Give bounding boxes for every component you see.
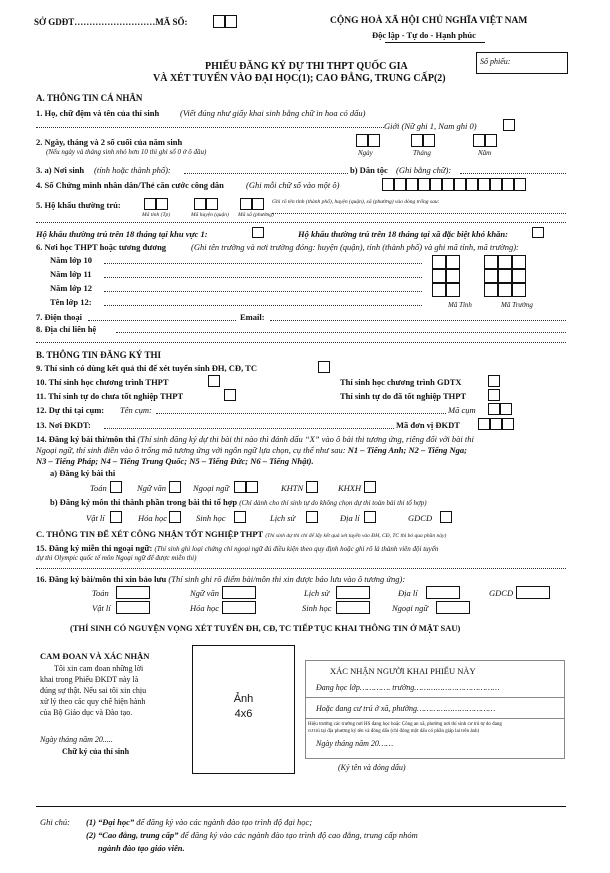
bl-hoa-hoc-box[interactable] bbox=[222, 601, 256, 614]
vat-li-box[interactable] bbox=[110, 511, 122, 523]
school-code-box[interactable] bbox=[484, 269, 498, 283]
section-c-row bbox=[36, 529, 446, 539]
cmnd-digit-box[interactable] bbox=[382, 178, 394, 191]
q14-n1: N1 – Tiếng Anh; bbox=[347, 445, 407, 455]
motto-underline bbox=[385, 42, 485, 43]
khxh-box[interactable] bbox=[364, 481, 376, 493]
section-b-title: B. THÔNG TIN ĐĂNG KÝ THI bbox=[36, 350, 162, 360]
vat-li-label: Vật lí bbox=[86, 513, 105, 523]
q13-line[interactable] bbox=[104, 428, 394, 429]
sinh-hoc-label: Sinh học bbox=[196, 513, 226, 523]
gender-box[interactable] bbox=[503, 119, 515, 131]
cmnd-digit-box[interactable] bbox=[466, 178, 478, 191]
q3b-hint: (Ghi bằng chữ): bbox=[396, 165, 452, 175]
ma-cum-box-2[interactable] bbox=[500, 403, 512, 415]
bl-vat-li-label: Vật lí bbox=[92, 603, 111, 613]
q6-label: 6. Nơi học THPT hoặc tương đương bbox=[36, 242, 167, 252]
q10b-box[interactable] bbox=[488, 375, 500, 387]
bl-gdcd-box[interactable] bbox=[516, 586, 550, 599]
bl-ngu-van-box[interactable] bbox=[222, 586, 256, 599]
q14-hint-1: (Thí sinh đăng ký dự thi bài thi nào thì đánh dấu “X” vào ô bài thi tương ứng, riêng đối với bài thi bbox=[137, 434, 474, 444]
toan-box[interactable] bbox=[110, 481, 122, 493]
so-gddt-label: SỞ GDĐT………………………MÃ SỐ: bbox=[34, 17, 188, 27]
q14-row-2 bbox=[36, 445, 467, 455]
q15-hint-1: (Thí sinh ghi loại chứng chỉ ngoại ngữ đủ điều kiện theo quy định hoặc ghi rõ là thành viên đội tuyển bbox=[154, 545, 439, 553]
hoa-hoc-label: Hóa học bbox=[138, 513, 168, 523]
month-box-1[interactable] bbox=[411, 134, 423, 147]
confirm-sign: (Ký tên và đóng dấu) bbox=[338, 763, 406, 772]
q8-label: 8. Địa chỉ liên hệ bbox=[36, 324, 97, 334]
school-code-box[interactable] bbox=[512, 255, 526, 269]
ma-so-box-1[interactable] bbox=[213, 15, 225, 28]
so-phieu-box[interactable] bbox=[476, 52, 568, 74]
footer-note-2-text: để đăng ký vào các ngành đào tạo trình độ cao đẳng, trung cấp nhóm bbox=[180, 830, 418, 840]
q3-line[interactable] bbox=[184, 173, 348, 174]
q3b-line[interactable] bbox=[460, 173, 566, 174]
form-title-1: PHIẾU ĐĂNG KÝ DỰ THI THPT QUỐC GIA bbox=[205, 61, 408, 72]
school-province-code-box[interactable] bbox=[446, 269, 460, 283]
ma-don-vi-box-3[interactable] bbox=[502, 418, 514, 430]
ma-huyen-box-1[interactable] bbox=[194, 198, 206, 210]
commitment-date: Ngày tháng năm 20..... bbox=[40, 735, 113, 744]
q16-hint: (Thí sinh ghi rõ điểm bài/môn thi xin được bảo lưu vào ô tương ứng): bbox=[168, 574, 406, 584]
bl-toan-label: Toán bbox=[92, 588, 109, 598]
ma-xa-box-2[interactable] bbox=[252, 198, 264, 210]
sinh-hoc-box[interactable] bbox=[234, 511, 246, 523]
cmnd-digit-box[interactable] bbox=[394, 178, 406, 191]
q14a-label: a) Đăng ký bài thi bbox=[50, 468, 116, 478]
school-province-code-box[interactable] bbox=[432, 283, 446, 297]
confirm-divider-1 bbox=[305, 697, 565, 698]
cmnd-digit-box[interactable] bbox=[430, 178, 442, 191]
ngu-van-label: Ngữ văn bbox=[137, 483, 166, 493]
q7-label: 7. Điện thoại bbox=[36, 312, 83, 322]
bl-sinh-hoc-box[interactable] bbox=[336, 601, 370, 614]
q14-n2: N2 – Tiếng Nga; bbox=[408, 445, 467, 455]
bl-lich-su-label: Lịch sử bbox=[304, 588, 330, 598]
school-code-box[interactable] bbox=[498, 255, 512, 269]
school-code-box[interactable] bbox=[512, 269, 526, 283]
lop10-line[interactable] bbox=[104, 263, 422, 264]
school-province-code-box[interactable] bbox=[446, 283, 460, 297]
q16-row bbox=[36, 574, 405, 584]
lich-su-label: Lịch sử bbox=[270, 513, 296, 523]
section-a-title: A. THÔNG TIN CÁ NHÂN bbox=[36, 93, 143, 103]
q10-label: 10. Thí sinh học chương trình THPT bbox=[36, 377, 169, 387]
email-label: Email: bbox=[240, 312, 265, 322]
q3b-label: b) Dân tộc bbox=[350, 165, 388, 175]
confirm-note-2: cư trú tại địa phương ký tên và đóng dấu (chỉ đóng một dấu có phần giáp lai trên ảnh) bbox=[308, 729, 480, 734]
school-code-box[interactable] bbox=[484, 283, 498, 297]
q1-hint: (Viết đúng như giấy khai sinh bằng chữ in hoa có dấu) bbox=[180, 108, 366, 118]
gdcd-box[interactable] bbox=[440, 511, 452, 523]
thang-label: Tháng bbox=[413, 149, 431, 157]
commitment-line-2: khai trong Phiếu ĐKDT này là bbox=[40, 675, 139, 684]
footer-divider bbox=[36, 806, 566, 807]
gender-label: Giới (Nữ ghi 1, Nam ghi 0) bbox=[384, 121, 477, 131]
footer-note-2 bbox=[86, 830, 418, 840]
confirm-line-1: Đang học lớp…………. trường……………………………… bbox=[316, 683, 500, 692]
ma-so-box-2[interactable] bbox=[225, 15, 237, 28]
q14-label: 14. Đăng ký bài thi/môn thi bbox=[36, 434, 136, 444]
ma-tinh-box-1[interactable] bbox=[144, 198, 156, 210]
toan-label: Toán bbox=[90, 483, 107, 493]
lop11-line[interactable] bbox=[104, 277, 422, 278]
q14b-label: b) Đăng ký môn thi thành phần trong bài thi tổ hợp bbox=[50, 497, 238, 507]
bl-gdcd-label: GDCD bbox=[489, 588, 514, 598]
continue-note: (THÍ SINH CÓ NGUYỆN VỌNG XÉT TUYỂN ĐH, CĐ, TC TIẾP TỤC KHAI THÔNG TIN Ở MẶT SAU) bbox=[70, 623, 461, 633]
ma-tinh-tp-label: Mã tỉnh (Tp) bbox=[142, 212, 171, 218]
q10b-label: Thí sinh học chương trình GDTX bbox=[340, 377, 462, 387]
commitment-line-4: xử lý theo các quy chế hiện hành bbox=[40, 697, 146, 706]
confirm-date: Ngày tháng năm 20…… bbox=[316, 739, 394, 748]
q3-hint: (tỉnh hoặc thành phố): bbox=[94, 165, 171, 175]
month-box-2[interactable] bbox=[423, 134, 435, 147]
q9-box[interactable] bbox=[318, 361, 330, 373]
q11b-label: Thí sinh tự do đã tốt nghiệp THPT bbox=[340, 391, 467, 401]
footer-note-1 bbox=[86, 817, 312, 827]
school-code-box[interactable] bbox=[484, 255, 498, 269]
commitment-line-1: Tôi xin cam đoan những lời bbox=[54, 664, 144, 673]
school-code-box[interactable] bbox=[498, 283, 512, 297]
q4-label: 4. Số Chứng minh nhân dân/Thẻ căn cước công dân bbox=[36, 180, 224, 190]
q1-line[interactable] bbox=[36, 127, 384, 128]
q11-box[interactable] bbox=[224, 389, 236, 401]
ngu-van-box[interactable] bbox=[169, 481, 181, 493]
ma-tinh-box-2[interactable] bbox=[156, 198, 168, 210]
q12-hint: Tên cụm: bbox=[120, 405, 152, 415]
q5-label: 5. Hộ khẩu thường trú: bbox=[36, 200, 121, 210]
dia-li-box[interactable] bbox=[364, 511, 376, 523]
khxh-label: KHXH bbox=[338, 483, 362, 493]
footer-note-1-text: để đăng ký vào các ngành đào tạo trình độ đại học; bbox=[136, 817, 313, 827]
ngoai-ngu-label: Ngoại ngữ bbox=[193, 483, 230, 493]
school-code-box[interactable] bbox=[512, 283, 526, 297]
dbkk-box[interactable] bbox=[532, 227, 544, 238]
lop12-line[interactable] bbox=[104, 291, 422, 292]
q6-hint: (Ghi tên trường và nơi trường đóng: huyện (quận), tỉnh (thành phố) và ghi mã tỉnh, mã trường): bbox=[191, 242, 519, 252]
kv1-label: Hộ khẩu thường trú trên 18 tháng tại khu vực 1: bbox=[36, 229, 208, 239]
q2-hint: (Nếu ngày và tháng sinh nhỏ hơn 10 thì ghi số 0 ở ô đầu) bbox=[46, 148, 207, 156]
cmnd-digit-box[interactable] bbox=[418, 178, 430, 191]
lop10-label: Năm lớp 10 bbox=[50, 255, 93, 265]
school-province-code-box[interactable] bbox=[432, 269, 446, 283]
commitment-line-3: đúng sự thật. Nếu sai tôi xin chịu bbox=[40, 686, 147, 695]
phone-line[interactable] bbox=[88, 320, 236, 321]
day-box-1[interactable] bbox=[356, 134, 368, 147]
q15-label: 15. Đăng ký miễn thi ngoại ngữ: bbox=[36, 543, 153, 553]
lich-su-box[interactable] bbox=[306, 511, 318, 523]
section-c-title: C. THÔNG TIN ĐỂ XÉT CÔNG NHẬN TỐT NGHIỆP THPT bbox=[36, 529, 264, 539]
q9-label: 9. Thí sinh có dùng kết quả thi để xét tuyển sinh ĐH, CĐ, TC bbox=[36, 363, 257, 373]
ghichu-label: Ghi chú: bbox=[40, 817, 70, 827]
footer-note-2-cont: ngành đào tạo giáo viên. bbox=[98, 843, 185, 853]
q12-label: 12. Dự thi tại cụm: bbox=[36, 405, 105, 415]
cmnd-digit-box[interactable] bbox=[502, 178, 514, 191]
q14-row-1 bbox=[36, 434, 474, 444]
bl-ngoai-ngu-label: Ngoại ngữ bbox=[392, 603, 429, 613]
q10-box[interactable] bbox=[208, 375, 220, 387]
bl-ngoai-ngu-box[interactable] bbox=[436, 601, 470, 614]
cmnd-digit-box[interactable] bbox=[514, 178, 526, 191]
ma-cum-label: Mã cụm bbox=[448, 405, 476, 415]
ma-don-vi-label: Mã đơn vị ĐKDT bbox=[396, 420, 460, 430]
q14-line-3: N3 – Tiếng Pháp; N4 – Tiếng Trung Quốc; N5 – Tiếng Đức; N6 – Tiếng Nhật). bbox=[36, 456, 314, 466]
photo-box[interactable] bbox=[192, 645, 295, 774]
ngoai-ngu-box-1[interactable] bbox=[234, 481, 246, 493]
ma-don-vi-box-1[interactable] bbox=[478, 418, 490, 430]
cmnd-digit-box[interactable] bbox=[406, 178, 418, 191]
bl-lich-su-box[interactable] bbox=[336, 586, 370, 599]
bl-vat-li-box[interactable] bbox=[116, 601, 150, 614]
q11-label: 11. Thí sinh tự do chưa tốt nghiệp THPT bbox=[36, 391, 184, 401]
q15-line[interactable] bbox=[36, 568, 566, 569]
q3-label: 3. a) Nơi sinh bbox=[36, 165, 85, 175]
bl-dia-li-label: Địa lí bbox=[398, 588, 418, 598]
q16-label: 16. Đăng ký bài/môn thi xin bảo lưu bbox=[36, 574, 167, 584]
ma-tinh-label: Mã Tỉnh bbox=[448, 301, 472, 309]
photo-label-1: Ảnh bbox=[233, 693, 254, 705]
address-line-2[interactable] bbox=[36, 342, 566, 343]
bl-dia-li-box[interactable] bbox=[426, 586, 460, 599]
motto: Độc lập - Tự do - Hạnh phúc bbox=[372, 30, 476, 40]
ngoai-ngu-box-2[interactable] bbox=[246, 481, 258, 493]
school-province-code-box[interactable] bbox=[446, 255, 460, 269]
bl-hoa-hoc-label: Hóa học bbox=[190, 603, 220, 613]
commitment-line-5: của Bộ Giáo dục và Đào tạo. bbox=[40, 708, 133, 717]
lop11-label: Năm lớp 11 bbox=[50, 269, 92, 279]
tenlop12-label: Tên lớp 12: bbox=[50, 297, 92, 307]
cmnd-digit-box[interactable] bbox=[442, 178, 454, 191]
school-province-code-box[interactable] bbox=[432, 255, 446, 269]
hoa-hoc-box[interactable] bbox=[169, 511, 181, 523]
confirm-title: XÁC NHẬN NGƯỜI KHAI PHIẾU NÀY bbox=[330, 666, 476, 676]
q15-hint-2: dự thi Olympic quốc tế môn Ngoại ngữ để được miễn thi) bbox=[36, 554, 197, 562]
cmnd-digit-box[interactable] bbox=[490, 178, 502, 191]
bl-toan-box[interactable] bbox=[116, 586, 150, 599]
q12-line[interactable] bbox=[156, 413, 446, 414]
signature-label: Chữ ký của thí sinh bbox=[62, 747, 130, 756]
ma-cum-box-1[interactable] bbox=[488, 403, 500, 415]
footer-note-2-term: (2) “Cao đẳng, trung cấp” bbox=[86, 830, 179, 840]
so-phieu-label: Số phiếu: bbox=[480, 57, 511, 66]
gdcd-label: GDCD bbox=[408, 513, 433, 523]
section-c-hint: (Thí sinh dự thi chỉ để lấy kết quả xét tuyển vào ĐH, CĐ, TC thì bỏ qua phần này) bbox=[265, 533, 447, 539]
q14-hint-2: Ngoại ngữ, thí sinh điền vào ô trống mã tương ứng với ngôn ngữ lựa chọn, cụ thể như sau: bbox=[36, 445, 346, 455]
republic-title: CỘNG HOÀ XÃ HỘI CHỦ NGHĨA VIỆT NAM bbox=[330, 16, 528, 26]
q15-row bbox=[36, 543, 438, 553]
q13-label: 13. Nơi ĐKDT: bbox=[36, 420, 91, 430]
nam-label: Năm bbox=[478, 149, 492, 157]
q2-label: 2. Ngày, tháng và 2 số cuối của năm sinh bbox=[36, 137, 183, 147]
tenlop12-line[interactable] bbox=[104, 305, 422, 306]
day-box-2[interactable] bbox=[368, 134, 380, 147]
dia-li-label: Địa lí bbox=[340, 513, 360, 523]
cmnd-digit-box[interactable] bbox=[478, 178, 490, 191]
ma-xa-box-1[interactable] bbox=[240, 198, 252, 210]
footer-note-1-term: (1) “Đại học” bbox=[86, 817, 135, 827]
form-title-2: VÀ XÉT TUYỂN VÀO ĐẠI HỌC(1); CAO ĐẲNG, TRUNG CẤP(2) bbox=[153, 73, 446, 84]
q5-line-1[interactable] bbox=[272, 213, 566, 214]
school-code-box[interactable] bbox=[498, 269, 512, 283]
confirm-note-1: Hiệu trưởng các trường nơi HS đang học hoặc Công an xã, phường nơi thí sinh cư trú tự do đang bbox=[308, 722, 502, 727]
confirm-divider-2 bbox=[305, 718, 565, 719]
cmnd-digit-box[interactable] bbox=[454, 178, 466, 191]
q14b-hint: (Chỉ dành cho thí sinh tự do không chọn dự thi toàn bài thi tổ hợp) bbox=[239, 499, 427, 507]
commitment-title: CAM ĐOAN VÀ XÁC NHẬN bbox=[40, 651, 150, 661]
lop12-label: Năm lớp 12 bbox=[50, 283, 93, 293]
ma-huyen-label: Mã huyện (quận) bbox=[191, 212, 229, 218]
q5-line-2[interactable] bbox=[36, 222, 566, 223]
bl-sinh-hoc-label: Sinh học bbox=[302, 603, 332, 613]
ma-don-vi-box-2[interactable] bbox=[490, 418, 502, 430]
ma-xa-label: Mã xã (phường) bbox=[238, 212, 274, 218]
q11b-box[interactable] bbox=[488, 389, 500, 401]
bl-ngu-van-label: Ngữ văn bbox=[190, 588, 219, 598]
ngay-label: Ngày bbox=[358, 149, 373, 157]
khtn-label: KHTN bbox=[281, 483, 304, 493]
photo-label-2: 4x6 bbox=[234, 708, 253, 720]
kv1-box[interactable] bbox=[252, 227, 264, 238]
q1-label: 1. Họ, chữ đệm và tên của thí sinh bbox=[36, 108, 160, 118]
address-line-1[interactable] bbox=[116, 332, 566, 333]
confirm-line-2: Hoặc đang cư trú ở xã, phường…………………………… bbox=[316, 704, 496, 713]
year-box-2[interactable] bbox=[485, 134, 497, 147]
year-box-1[interactable] bbox=[473, 134, 485, 147]
email-line[interactable] bbox=[270, 320, 566, 321]
q4-hint: (Ghi mỗi chữ số vào một ô) bbox=[246, 180, 340, 190]
ma-truong-label: Mã Trường bbox=[501, 301, 533, 309]
khtn-box[interactable] bbox=[306, 481, 318, 493]
dbkk-label: Hộ khẩu thường trú trên 18 tháng tại xã đặc biệt khó khăn: bbox=[298, 229, 508, 239]
q5-note: Ghi rõ tên tỉnh (thành phố), huyện (quận), xã (phường) vào dòng trống sau: bbox=[272, 199, 440, 205]
ma-huyen-box-2[interactable] bbox=[206, 198, 218, 210]
q14b-row bbox=[50, 497, 427, 507]
